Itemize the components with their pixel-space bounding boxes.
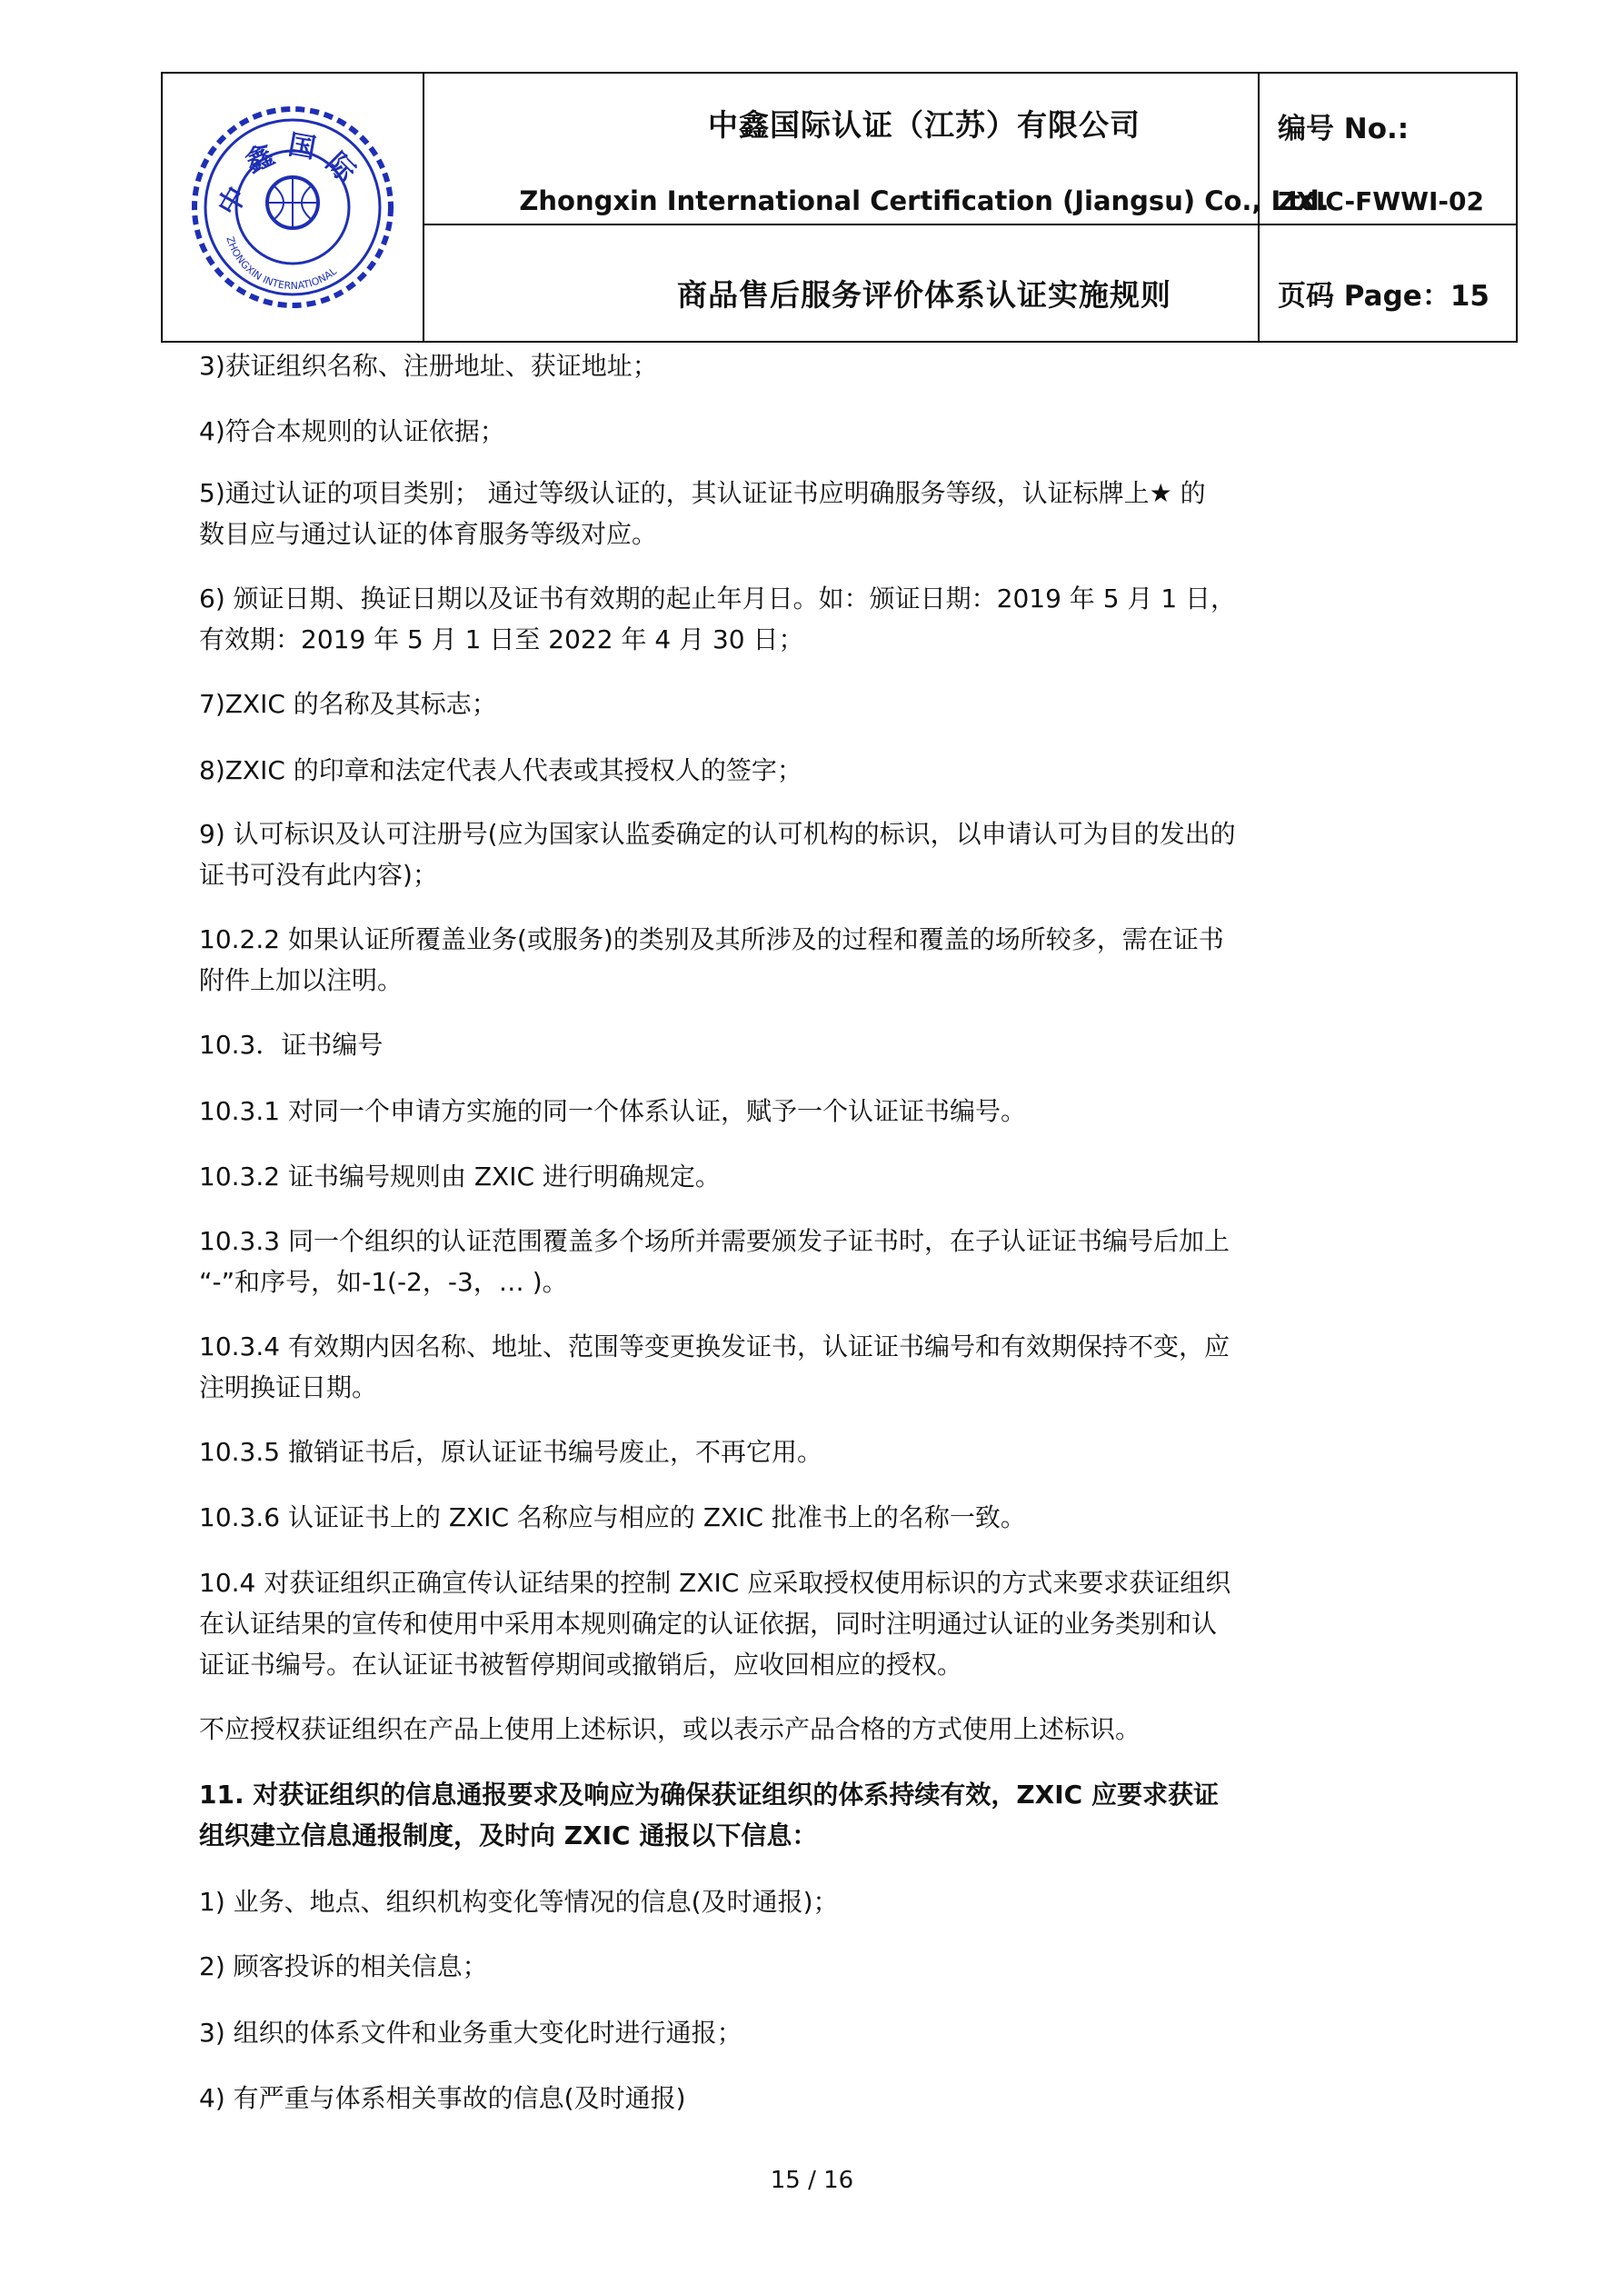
list-item: 3) 组织的体系文件和业务重大变化时进行通报； xyxy=(199,2018,742,2048)
paragraph-line: 10.3.3 同一个组织的认证范围覆盖多个场所并需要颁发子证书时，在子认证证书编号后加上 xyxy=(199,1226,1230,1256)
paragraph-line: 10.3.4 有效期内因名称、地址、范围等变更换发证书，认证证书编号和有效期保持不变，应 xyxy=(199,1332,1230,1361)
paragraph-line: “-”和序号，如-1(-2，-3，… )。 xyxy=(199,1267,568,1297)
logo-char-4: 际 xyxy=(319,146,362,189)
paragraph-line: 10.2.2 如果认证所覆盖业务(或服务)的类别及其所涉及的过程和覆盖的场所较多，需在证书 xyxy=(199,924,1224,954)
section-heading-bold: 组织建立信息通报制度，及时向 ZXIC 通报以下信息： xyxy=(199,1820,818,1850)
paragraph: 10.3.6 认证证书上的 ZXIC 名称应与相应的 ZXIC 批准书上的名称一致。 xyxy=(199,1502,1026,1532)
zxic-logo-icon xyxy=(188,103,397,312)
company-logo xyxy=(163,74,423,341)
paragraph-line: 证书可没有此内容)； xyxy=(199,860,438,890)
document-title: 商品售后服务评价体系认证实施规则 xyxy=(677,276,1171,313)
paragraph-line: 5)通过认证的项目类别； 通过等级认证的，其认证证书应明确服务等级，认证标牌上★ 的 xyxy=(199,478,1206,508)
paragraph-line: 注明换证日期。 xyxy=(199,1372,378,1402)
paragraph-line: 6) 颁证日期、换证日期以及证书有效期的起止年月日。如：颁证日期：2019 年 5 月 1 日， xyxy=(199,583,1237,613)
paragraph-line: 10.4 对获证组织正确宣传认证结果的控制 ZXIC 应采取授权使用标识的方式来要求获证组织 xyxy=(199,1568,1231,1598)
paragraph-line: 数目应与通过认证的体育服务等级对应。 xyxy=(199,519,658,549)
paragraph-line: 附件上加以注明。 xyxy=(199,965,404,995)
company-name-en: Zhongxin International Certification (Jiangsu) Co., Ltd. xyxy=(519,185,1330,216)
paragraph: 3)获证组织名称、注册地址、获证地址； xyxy=(199,351,658,381)
document-header-table xyxy=(161,72,1518,343)
list-item: 1) 业务、地点、组织机构变化等情况的信息(及时通报)； xyxy=(199,1887,839,1917)
paragraph-line: 9) 认可标识及认可注册号(应为国家认监委确定的认可机构的标识，以申请认可为目的发出的 xyxy=(199,819,1236,849)
paragraph-line: 在认证结果的宣传和使用中采用本规则确定的认证依据，同时注明通过认证的业务类别和认 xyxy=(199,1609,1218,1639)
paragraph-line: 有效期：2019 年 5 月 1 日至 2022 年 4 月 30 日； xyxy=(199,624,804,654)
paragraph: 4)符合本规则的认证依据； xyxy=(199,416,505,446)
paragraph: 7)ZXIC 的名称及其标志； xyxy=(199,689,497,719)
paragraph: 10.3.5 撤销证书后，原认证证书编号废止，不再它用。 xyxy=(199,1437,822,1467)
company-name-cn: 中鑫国际认证（江苏）有限公司 xyxy=(708,106,1141,143)
paragraph: 10.3.2 证书编号规则由 ZXIC 进行明确规定。 xyxy=(199,1162,721,1192)
doc-code-value: ZXIC-FWWI-02 xyxy=(1278,185,1485,216)
paragraph: 不应授权获证组织在产品上使用上述标识，或以表示产品合格的方式使用上述标识。 xyxy=(199,1714,1141,1744)
logo-en-text: ZHONGXIN INTERNATIONAL xyxy=(224,234,339,293)
logo-char-1: 中 xyxy=(212,181,254,222)
list-item: 4) 有严重与体系相关事故的信息(及时通报) xyxy=(199,2083,686,2113)
paragraph: 8)ZXIC 的印章和法定代表人代表或其授权人的签字； xyxy=(199,755,802,785)
section-heading: 10.3．证书编号 xyxy=(199,1030,384,1060)
page-number-label: 页码 Page：15 xyxy=(1278,279,1489,313)
paragraph-line: 证证书编号。在认证证书被暂停期间或撤销后，应收回相应的授权。 xyxy=(199,1650,963,1680)
logo-char-3: 国 xyxy=(285,128,319,165)
section-heading-bold: 11. 对获证组织的信息通报要求及响应为确保获证组织的体系持续有效，ZXIC 应要求获证 xyxy=(199,1780,1219,1810)
doc-code-label: 编号 No.: xyxy=(1278,112,1410,145)
paragraph: 10.3.1 对同一个申请方实施的同一个体系认证，赋予一个认证证书编号。 xyxy=(199,1096,1026,1126)
page-footer-counter: 15 / 16 xyxy=(770,2167,854,2194)
logo-char-2: 鑫 xyxy=(241,138,280,180)
list-item: 2) 顾客投诉的相关信息； xyxy=(199,1951,488,1981)
